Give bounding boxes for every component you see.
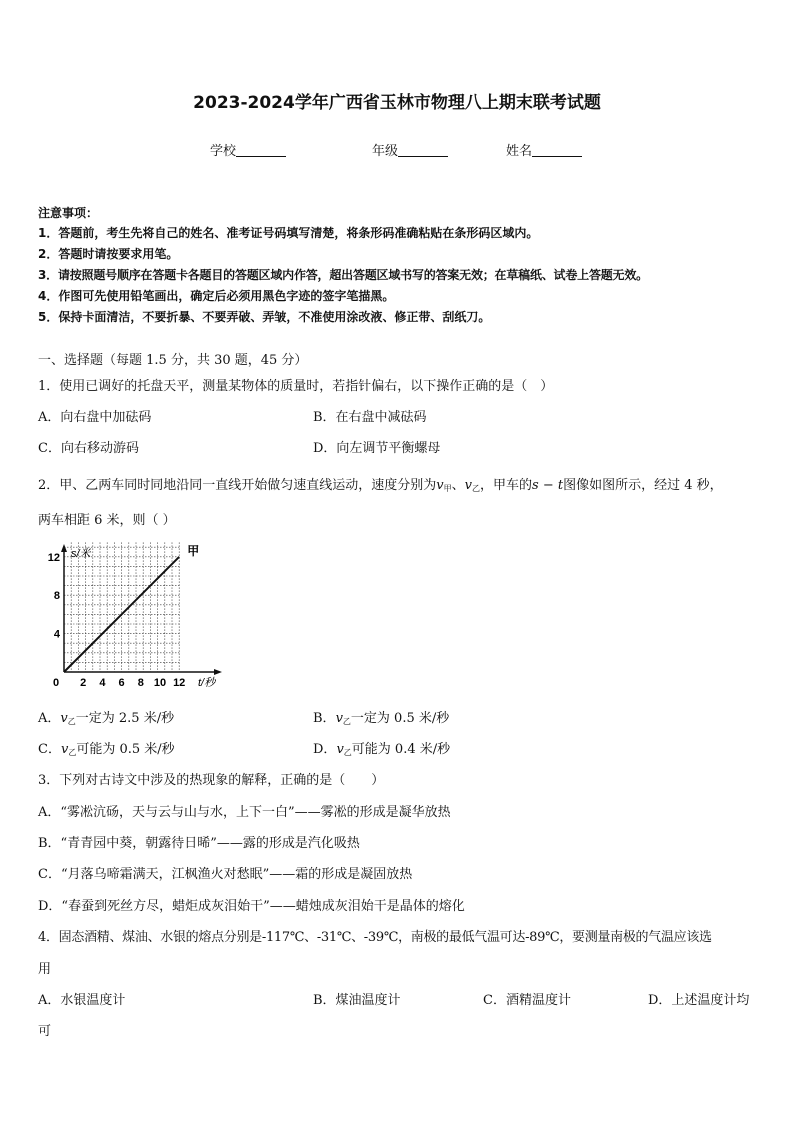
q4-stem-line2: 用 <box>38 962 52 977</box>
q4-option-b[interactable]: B．煤油温度计 <box>313 993 401 1008</box>
q4-stem: 4．固态酒精、煤油、水银的熔点分别是-117℃、-31℃、-39℃，南极的最低气温可达-89℃，要测量南极的气温应该选 <box>38 930 712 945</box>
notice-item: 2．答题时请按要求用笔。 <box>38 247 179 261</box>
option-text: 一定为 2.5 米/秒 <box>75 711 175 726</box>
x-tick-label: 4 <box>99 677 106 689</box>
sub-yi: 乙 <box>343 748 352 757</box>
sub-yi: 乙 <box>68 748 77 757</box>
var-v: v <box>60 711 68 726</box>
page-title: 2023-2024学年广西省玉林市物理八上期末联考试题 <box>193 93 601 113</box>
q1-option-b[interactable]: B．在右盘中减砝码 <box>313 410 427 425</box>
st-graph <box>40 542 240 692</box>
q4-option-d-tail: 可 <box>38 1024 52 1039</box>
q2-option-a[interactable] <box>38 707 174 727</box>
option-text: 可能为 0.5 米/秒 <box>76 742 175 757</box>
sub-yi: 乙 <box>67 717 76 726</box>
q1-option-d[interactable]: D．向左调节平衡螺母 <box>313 441 441 456</box>
q3-option-b[interactable]: B．“青青园中葵，朝露待日晞”——露的形成是汽化吸热 <box>38 836 360 851</box>
var-v: v <box>436 478 444 493</box>
q2-option-d[interactable] <box>313 738 450 758</box>
q3-stem: 3．下列对古诗文中涉及的热现象的解释，正确的是（ ） <box>38 773 385 788</box>
sub-yi: 乙 <box>342 717 351 726</box>
q2-stem-part: 图像如图所示，经过 4 秒， <box>563 478 723 493</box>
origin-label: 0 <box>53 677 60 689</box>
x-axis-label: t/秒 <box>198 677 216 689</box>
q3-option-d[interactable]: D．“春蚕到死丝方尽，蜡炬成灰泪始干”——蜡烛成灰泪始干是晶体的熔化 <box>38 899 465 914</box>
grade-blank[interactable] <box>398 144 448 157</box>
option-prefix: A． <box>38 711 61 726</box>
x-tick-label: 6 <box>118 677 125 689</box>
y-tick-label: 12 <box>47 551 60 564</box>
x-tick-label: 10 <box>153 677 167 689</box>
q2-stem <box>38 474 723 494</box>
notice-item: 4．作图可先使用铅笔画出，确定后必须用黑色字迹的签字笔描黑。 <box>38 289 395 303</box>
section-heading: 一、选择题（每题 1.5 分，共 30 题，45 分） <box>38 353 308 368</box>
y-tick-label: 8 <box>53 590 60 603</box>
separator: 、 <box>451 478 465 493</box>
q4-option-a[interactable]: A．水银温度计 <box>38 993 126 1008</box>
sub-jia: 甲 <box>443 484 452 493</box>
q2-stem-part: ，甲车的 <box>480 478 533 493</box>
q2-stem-part: 2．甲、乙两车同时同地沿同一直线开始做匀速直线运动，速度分别为 <box>38 478 437 493</box>
grid <box>64 542 179 672</box>
q2-option-b[interactable] <box>313 707 449 727</box>
option-prefix: C． <box>38 742 61 757</box>
option-prefix: B． <box>313 711 336 726</box>
name-blank[interactable] <box>532 144 582 157</box>
school-blank[interactable] <box>236 144 286 157</box>
sub-yi: 乙 <box>472 484 481 493</box>
q2-option-c[interactable] <box>38 738 175 758</box>
var-v: v <box>336 742 344 757</box>
school-field[interactable] <box>210 140 286 159</box>
y-axis-label: s/米 <box>71 548 91 560</box>
q1-option-c[interactable]: C．向右移动游码 <box>38 441 139 456</box>
q4-option-c[interactable]: C．酒精温度计 <box>483 993 571 1008</box>
series-label-jia: 甲 <box>187 543 200 558</box>
option-text: 一定为 0.5 米/秒 <box>350 711 450 726</box>
y-axis-arrow <box>61 544 67 552</box>
grade-field[interactable] <box>372 140 448 159</box>
option-prefix: D． <box>313 742 337 757</box>
notice-heading: 注意事项： <box>38 206 99 220</box>
s-t-label: s − t <box>532 478 564 493</box>
x-tick-label: 12 <box>173 677 186 689</box>
school-label: 学校 <box>210 144 237 159</box>
x-tick-label: 8 <box>137 677 144 689</box>
var-v: v <box>464 478 473 493</box>
q4-option-d[interactable]: D．上述温度计均 <box>648 993 750 1008</box>
name-label: 姓名 <box>506 144 533 159</box>
y-tick-label: 4 <box>53 628 60 641</box>
q3-option-a[interactable]: A．“雾凇沆砀，天与云与山与水，上下一白”——雾凇的形成是凝华放热 <box>38 805 451 820</box>
x-tick-label: 2 <box>80 677 87 689</box>
notice-item: 5．保持卡面清洁，不要折暴、不要弄破、弄皱，不准使用涂改液、修正带、刮纸刀。 <box>38 310 491 324</box>
option-text: 可能为 0.4 米/秒 <box>351 742 451 757</box>
name-field[interactable] <box>506 140 582 159</box>
notice-item: 3．请按照题号顺序在答题卡各题目的答题区域内作答，超出答题区域书写的答案无效；在草稿纸、试卷上答题无效。 <box>38 268 648 282</box>
q1-option-a[interactable]: A．向右盘中加砝码 <box>38 410 152 425</box>
var-v: v <box>335 711 343 726</box>
q1-stem: 1．使用已调好的托盘天平，测量某物体的质量时，若指针偏右，以下操作正确的是（ ） <box>38 379 554 394</box>
q3-option-c[interactable]: C．“月落乌啼霜满天，江枫渔火对愁眠”——霜的形成是凝固放热 <box>38 867 413 882</box>
x-axis-arrow <box>214 669 222 675</box>
var-v: v <box>60 742 69 757</box>
q2-stem-line2: 两车相距 6 米，则（ ） <box>38 513 176 528</box>
grade-label: 年级 <box>372 144 399 159</box>
notice-item: 1．答题前，考生先将自己的姓名、准考证号码填写清楚，将条形码准确粘贴在条形码区域内。 <box>38 226 539 240</box>
